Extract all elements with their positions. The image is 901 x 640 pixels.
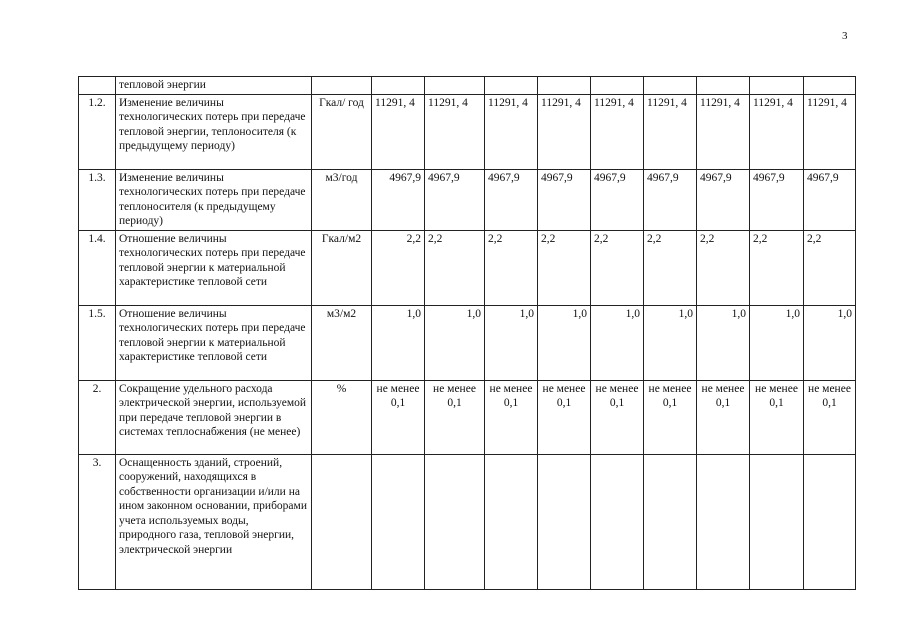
value-cell — [804, 77, 856, 95]
value-cell: 2,2 — [644, 230, 697, 305]
value-cell: 2,2 — [485, 230, 538, 305]
value-cell — [372, 77, 425, 95]
value-cell: 2,2 — [697, 230, 750, 305]
indicators-table — [78, 76, 856, 590]
value-cell: 11291, 4 — [372, 94, 425, 169]
value-cell: 1,0 — [538, 305, 591, 380]
value-cell: 4967,9 — [591, 169, 644, 230]
table-row — [79, 380, 856, 454]
value-cell: не менее 0,1 — [750, 380, 804, 454]
value-cell: 2,2 — [538, 230, 591, 305]
value-cell: не менее 0,1 — [425, 380, 485, 454]
table-row — [79, 169, 856, 230]
value-cell: 11291, 4 — [804, 94, 856, 169]
value-cell — [804, 454, 856, 589]
table-row — [79, 454, 856, 589]
value-cell: 11291, 4 — [697, 94, 750, 169]
row-number: 2. — [79, 380, 116, 454]
value-cell: не менее 0,1 — [372, 380, 425, 454]
row-description: тепловой энергии — [116, 77, 312, 95]
value-cell: 4967,9 — [697, 169, 750, 230]
value-cell — [538, 454, 591, 589]
row-number — [79, 77, 116, 95]
row-number: 3. — [79, 454, 116, 589]
value-cell: 11291, 4 — [425, 94, 485, 169]
value-cell — [591, 454, 644, 589]
value-cell: 11291, 4 — [538, 94, 591, 169]
row-number: 1.3. — [79, 169, 116, 230]
value-cell: 4967,9 — [372, 169, 425, 230]
value-cell — [425, 454, 485, 589]
row-number: 1.4. — [79, 230, 116, 305]
page-number: 3 — [842, 30, 848, 42]
row-unit: Гкал/ год — [312, 94, 372, 169]
row-unit: м3/год — [312, 169, 372, 230]
value-cell — [538, 77, 591, 95]
value-cell: 1,0 — [591, 305, 644, 380]
value-cell: не менее 0,1 — [804, 380, 856, 454]
row-description: Изменение величины технологических потерь при передаче тепловой энергии, теплоносителя (к предыдущему периоду) — [116, 94, 312, 169]
row-description: Оснащенность зданий, строений, сооружений, находящихся в собственности организации и/или на ином законном основании, приборами учета используемых воды, природного газа, тепловой энергии, электрической энергии — [116, 454, 312, 589]
value-cell: 11291, 4 — [485, 94, 538, 169]
value-cell: 4967,9 — [750, 169, 804, 230]
value-cell — [644, 454, 697, 589]
value-cell: не менее 0,1 — [591, 380, 644, 454]
value-cell: 2,2 — [425, 230, 485, 305]
value-cell: 1,0 — [804, 305, 856, 380]
value-cell: 1,0 — [372, 305, 425, 380]
row-number: 1.5. — [79, 305, 116, 380]
table-row — [79, 305, 856, 380]
value-cell — [372, 454, 425, 589]
row-number: 1.2. — [79, 94, 116, 169]
table-row — [79, 230, 856, 305]
row-description: Сокращение удельного расхода электрической энергии, используемой при передаче тепловой энергии в системах теплоснабжения (не менее) — [116, 380, 312, 454]
row-unit — [312, 454, 372, 589]
value-cell — [425, 77, 485, 95]
table-row — [79, 77, 856, 95]
value-cell — [644, 77, 697, 95]
row-unit — [312, 77, 372, 95]
value-cell: 11291, 4 — [644, 94, 697, 169]
value-cell — [591, 77, 644, 95]
value-cell: 4967,9 — [485, 169, 538, 230]
value-cell: не менее 0,1 — [538, 380, 591, 454]
value-cell: 11291, 4 — [591, 94, 644, 169]
value-cell: 2,2 — [804, 230, 856, 305]
value-cell: 4967,9 — [425, 169, 485, 230]
value-cell — [750, 454, 804, 589]
value-cell — [750, 77, 804, 95]
value-cell: 11291, 4 — [750, 94, 804, 169]
value-cell — [697, 454, 750, 589]
value-cell: 1,0 — [697, 305, 750, 380]
value-cell: 2,2 — [591, 230, 644, 305]
row-unit: % — [312, 380, 372, 454]
value-cell: 4967,9 — [538, 169, 591, 230]
value-cell: не менее 0,1 — [644, 380, 697, 454]
value-cell: 1,0 — [644, 305, 697, 380]
value-cell: не менее 0,1 — [485, 380, 538, 454]
table-row — [79, 94, 856, 169]
value-cell: 2,2 — [750, 230, 804, 305]
row-description: Изменение величины технологических потерь при передаче теплоносителя (к предыдущему периоду) — [116, 169, 312, 230]
row-description: Отношение величины технологических потерь при передаче тепловой энергии к материальной характеристике тепловой сети — [116, 305, 312, 380]
value-cell — [485, 454, 538, 589]
row-description: Отношение величины технологических потерь при передаче тепловой энергии к материальной характеристике тепловой сети — [116, 230, 312, 305]
value-cell: не менее 0,1 — [697, 380, 750, 454]
value-cell: 1,0 — [425, 305, 485, 380]
value-cell — [697, 77, 750, 95]
value-cell: 2,2 — [372, 230, 425, 305]
value-cell: 1,0 — [750, 305, 804, 380]
row-unit: м3/м2 — [312, 305, 372, 380]
value-cell — [485, 77, 538, 95]
value-cell: 4967,9 — [644, 169, 697, 230]
value-cell: 1,0 — [485, 305, 538, 380]
value-cell: 4967,9 — [804, 169, 856, 230]
row-unit: Гкал/м2 — [312, 230, 372, 305]
